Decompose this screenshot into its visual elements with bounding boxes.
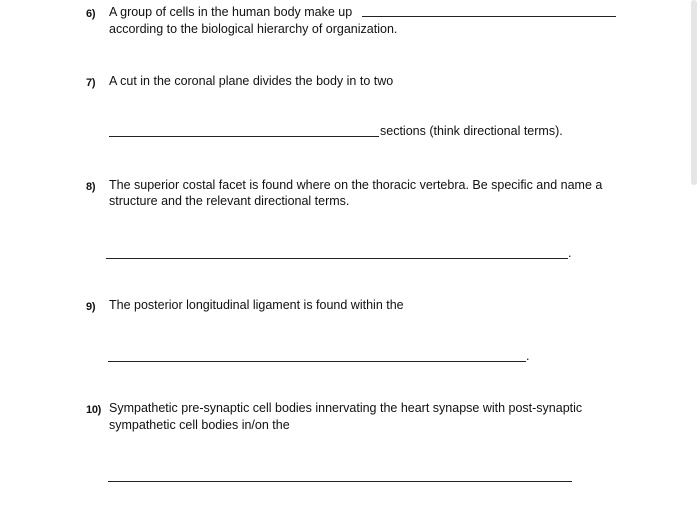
answer-suffix: sections (think directional terms). (380, 124, 563, 138)
answer-blank[interactable] (362, 16, 616, 17)
question-text-line: Sympathetic pre-synaptic cell bodies innervating the heart synapse with post-synaptic (109, 401, 583, 415)
question-number: 7) (86, 77, 96, 89)
answer-blank[interactable] (106, 258, 568, 259)
answer-suffix: . (526, 349, 530, 363)
question-text-line: structure and the relevant directional terms. (109, 194, 350, 208)
answer-blank[interactable] (108, 361, 526, 362)
question-text-line: The superior costal facet is found where on the thoracic vertebra. Be specific and name a (109, 178, 603, 192)
question-number: 6) (86, 8, 96, 20)
question-number: 8) (86, 181, 96, 193)
question-text-line: sympathetic cell bodies in/on the (109, 418, 290, 432)
answer-blank[interactable] (108, 481, 572, 482)
question-number: 9) (86, 301, 96, 313)
answer-suffix: . (568, 246, 572, 260)
question-text-line: The posterior longitudinal ligament is found within the (109, 298, 404, 312)
question-text-line: according to the biological hierarchy of organization. (109, 22, 398, 36)
answer-blank[interactable] (109, 136, 379, 137)
question-text-line: A cut in the coronal plane divides the body in to two (109, 74, 394, 88)
scrollbar[interactable] (691, 0, 697, 185)
question-number: 10) (86, 404, 101, 416)
question-text-line: A group of cells in the human body make up (109, 5, 353, 19)
